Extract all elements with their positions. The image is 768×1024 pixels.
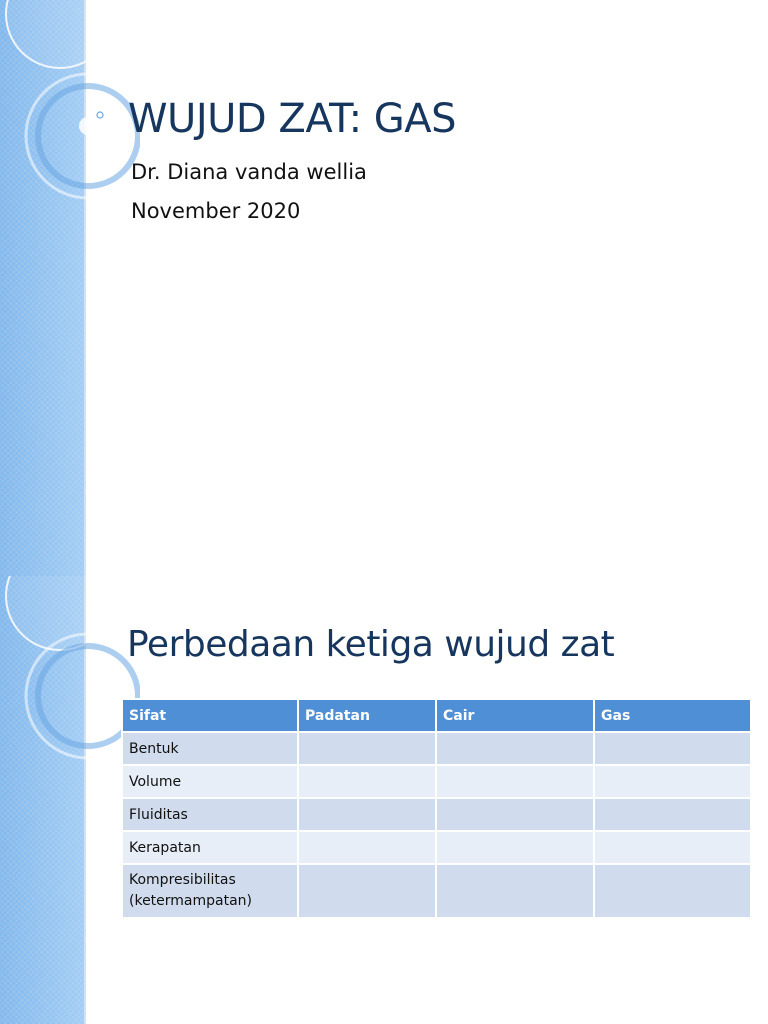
slide-comparison: [0, 576, 768, 1024]
table-cell: [436, 798, 594, 831]
row-label: [122, 864, 298, 918]
sidebar-edge-line: [84, 0, 86, 576]
table-cell: [436, 831, 594, 864]
slide-title-heading: Perbedaan ketiga wujud zat: [127, 624, 615, 665]
table-cell: [436, 765, 594, 798]
row-label-line: Kompresibilitas: [129, 872, 236, 888]
header-gas: Gas: [594, 699, 751, 732]
table-cell: [298, 765, 436, 798]
row-label: Kerapatan: [122, 831, 298, 864]
sidebar-edge-line: [84, 576, 86, 1024]
header-cair: Cair: [436, 699, 594, 732]
row-label: Volume: [122, 765, 298, 798]
row-label: Fluiditas: [122, 798, 298, 831]
row-label: Bentuk: [122, 732, 298, 765]
slide-title-heading: WUJUD ZAT: GAS: [128, 96, 457, 142]
table-cell: [436, 864, 594, 918]
table-row: [122, 798, 751, 831]
sidebar-band: [0, 0, 84, 576]
table-row: [122, 765, 751, 798]
table-cell: [298, 831, 436, 864]
table-header-row: [122, 699, 751, 732]
header-sifat: Sifat: [122, 699, 298, 732]
table-cell: [436, 732, 594, 765]
table-row: [122, 864, 751, 918]
table-cell: [298, 732, 436, 765]
header-padatan: Padatan: [298, 699, 436, 732]
table-cell: [298, 864, 436, 918]
table-cell: [594, 765, 751, 798]
row-label-line: (ketermampatan): [129, 893, 253, 909]
table-cell: [594, 798, 751, 831]
table-cell: [594, 864, 751, 918]
author-line: Dr. Diana vanda wellia: [131, 160, 367, 184]
table-row: [122, 831, 751, 864]
states-of-matter-table: [121, 698, 752, 919]
table-cell: [298, 798, 436, 831]
table-cell: [594, 732, 751, 765]
date-line: November 2020: [131, 199, 301, 223]
sidebar-band: [0, 576, 84, 1024]
table-row: [122, 732, 751, 765]
table-cell: [594, 831, 751, 864]
